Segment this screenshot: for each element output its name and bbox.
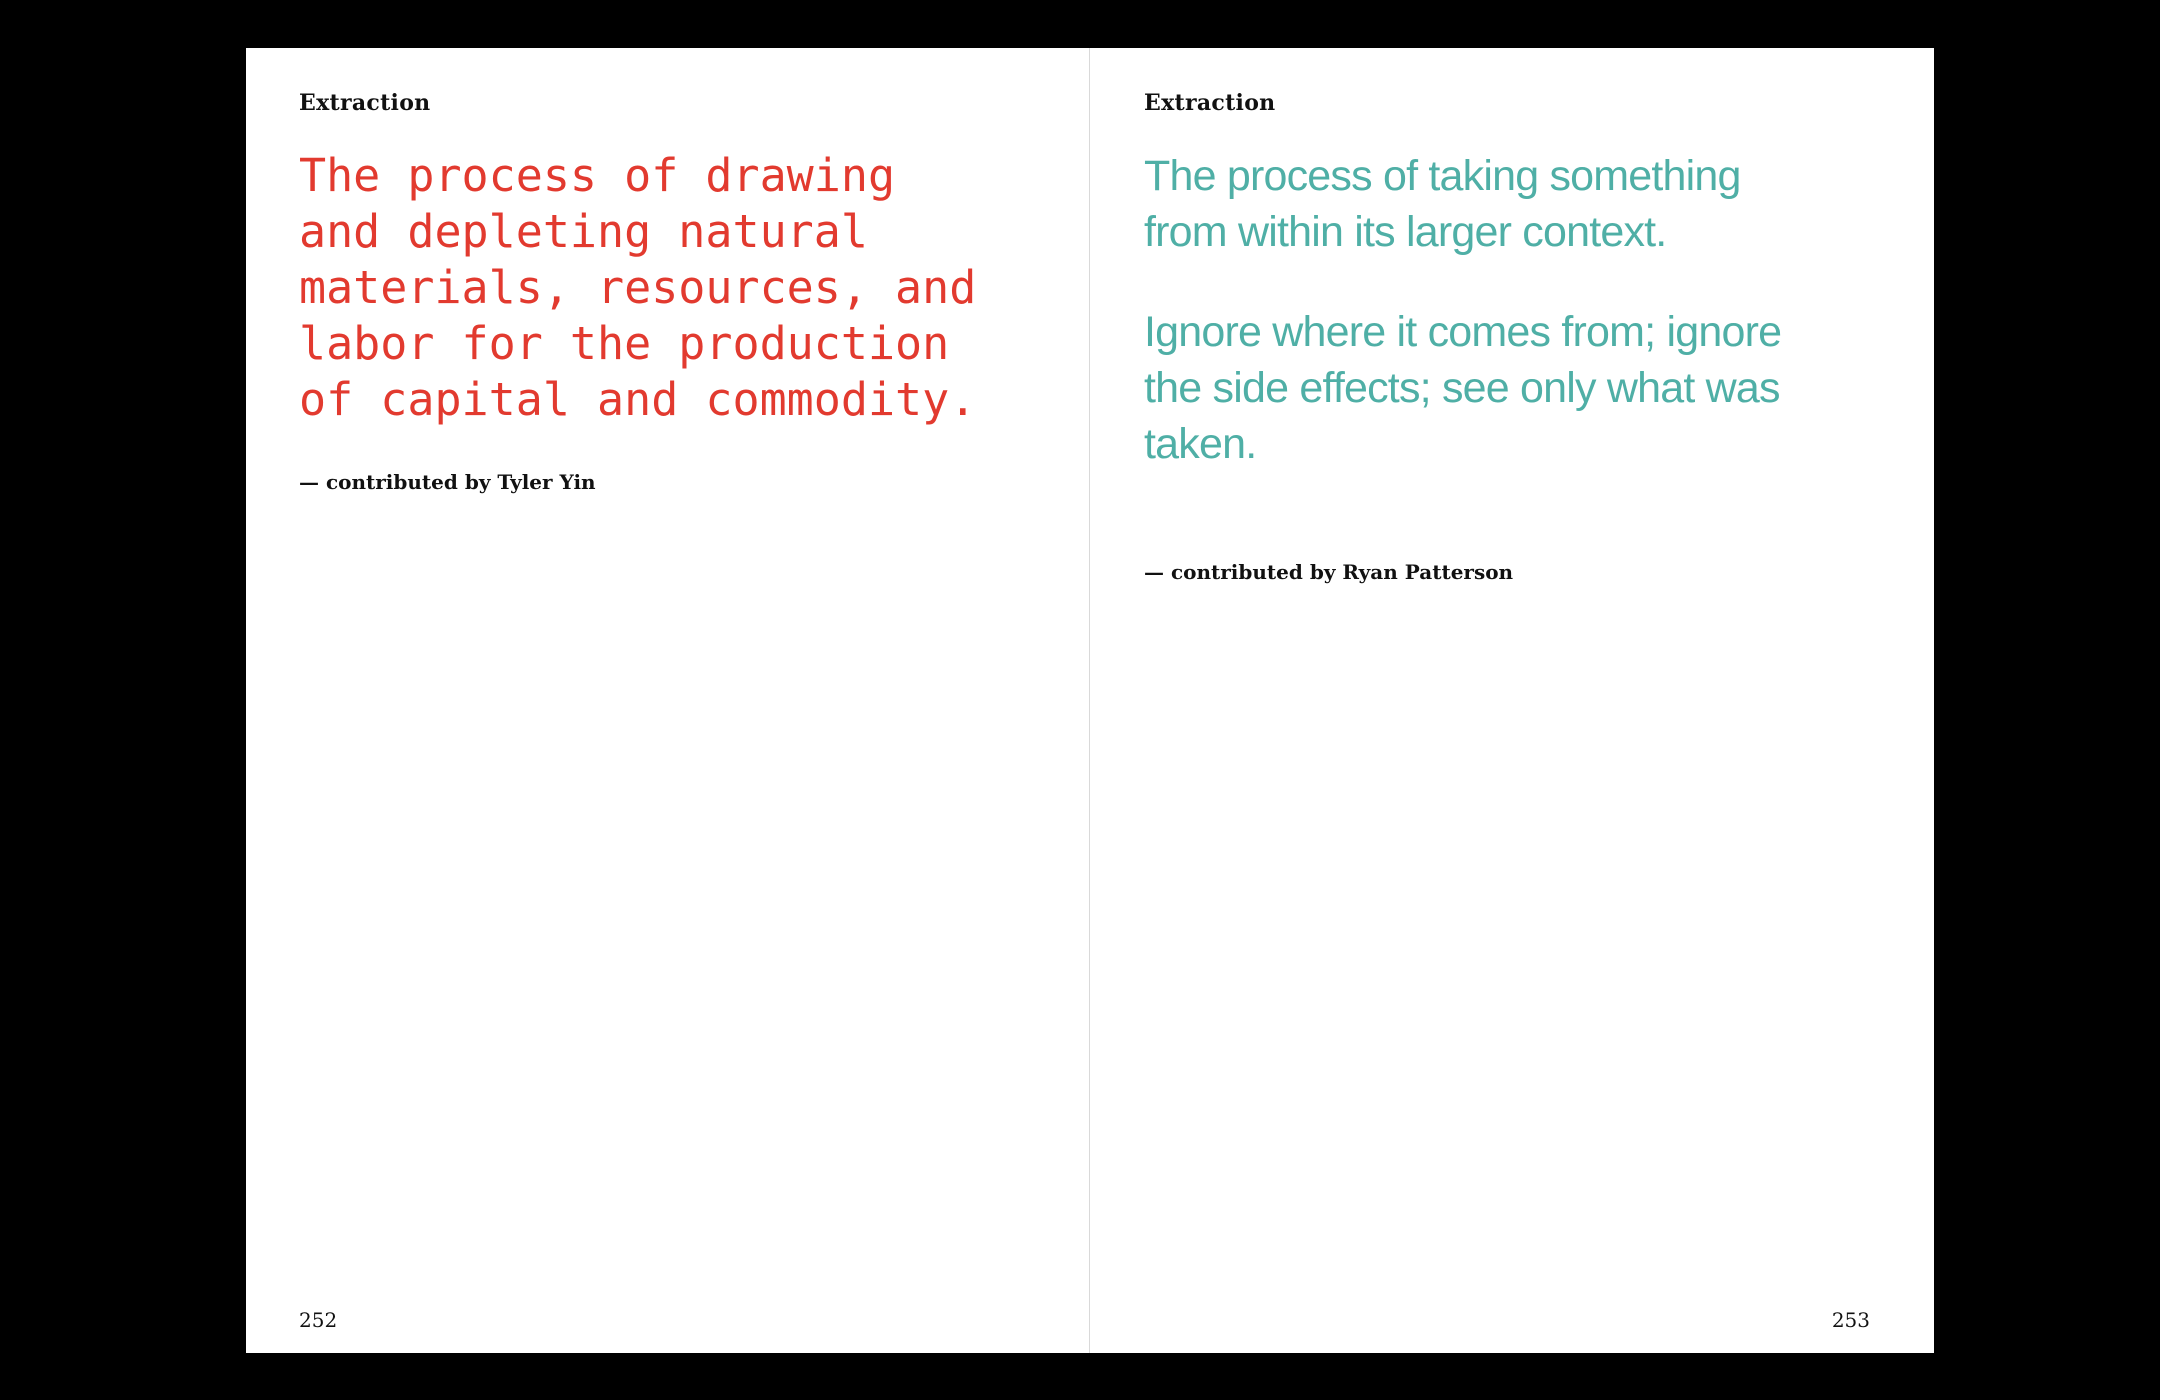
right-page	[1090, 48, 1934, 1353]
book-spread	[246, 48, 1934, 1353]
page-number: 252	[299, 1308, 338, 1332]
contributor-credit: — contributed by Tyler Yin	[299, 470, 596, 494]
page-number: 253	[1831, 1308, 1870, 1332]
contributor-credit: — contributed by Ryan Patterson	[1144, 560, 1514, 584]
definition-text: The process of drawing and depleting natural materials, resources, and labor for the production of capital and commodity.	[299, 149, 977, 426]
running-head: Extraction	[299, 90, 431, 116]
definition-paragraph: The process of taking something from within its larger context.	[1144, 152, 1741, 256]
running-head: Extraction	[1144, 90, 1276, 116]
left-page	[246, 48, 1089, 1353]
definition-paragraph: Ignore where it comes from; ignore the side effects; see only what was taken.	[1144, 308, 1782, 468]
